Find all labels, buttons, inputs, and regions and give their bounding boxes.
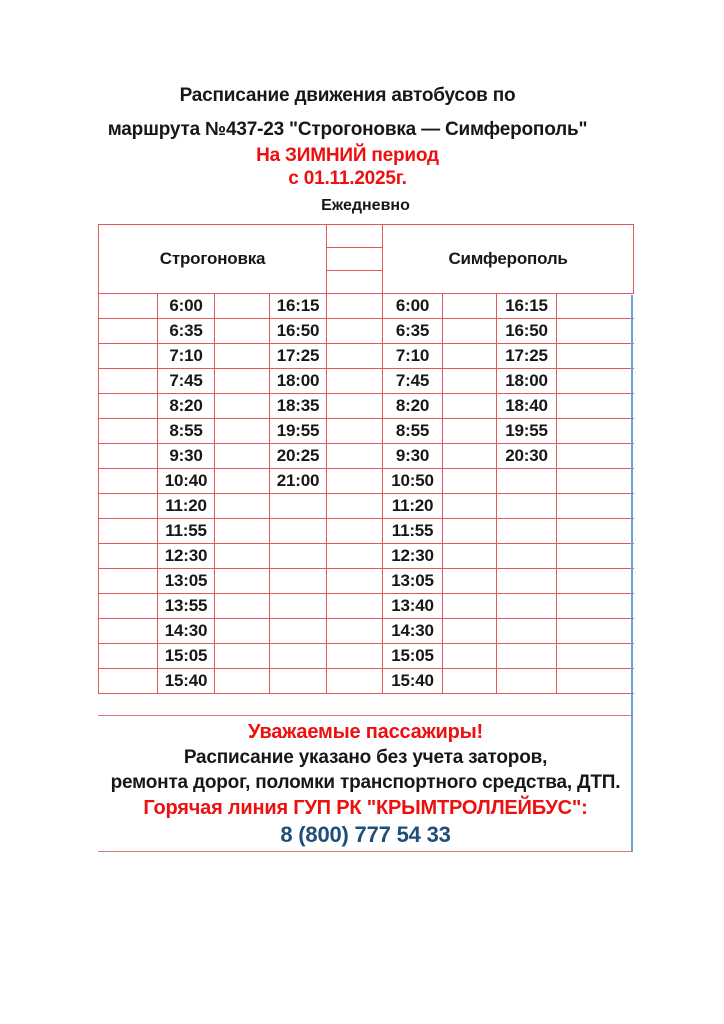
- daily-label: Ежедневно: [321, 197, 410, 214]
- arrival-time-cell: 8:55: [383, 419, 443, 444]
- spacer-cell: [215, 369, 270, 394]
- spacer-cell: [443, 544, 497, 569]
- spacer-cell: [557, 394, 634, 419]
- table-row: [99, 569, 634, 594]
- spacer-cell: [99, 394, 158, 419]
- middle-spacer-cell: [327, 394, 383, 419]
- table-row: [99, 419, 634, 444]
- spacer-cell: [99, 594, 158, 619]
- spacer-cell: [215, 619, 270, 644]
- spacer-cell: [99, 344, 158, 369]
- arrival-time-cell: 8:20: [383, 394, 443, 419]
- middle-spacer-cell: [327, 569, 383, 594]
- spacer-cell: [443, 494, 497, 519]
- spacer-cell: [99, 469, 158, 494]
- spacer-cell: [215, 669, 270, 694]
- middle-spacer-cell: [327, 444, 383, 469]
- table-row: [99, 619, 634, 644]
- arrival-time-cell: [497, 619, 557, 644]
- middle-spacer-cell: [327, 669, 383, 694]
- departure-time-cell: 9:30: [158, 444, 215, 469]
- departure-time-cell: 12:30: [158, 544, 215, 569]
- arrival-time-cell: 11:20: [383, 494, 443, 519]
- arrival-time-cell: [497, 544, 557, 569]
- spacer-cell: [443, 594, 497, 619]
- spacer-cell: [215, 294, 270, 319]
- departure-time-cell: [270, 619, 327, 644]
- spacer-cell: [443, 669, 497, 694]
- spacer-cell: [215, 494, 270, 519]
- arrival-time-cell: [497, 494, 557, 519]
- middle-spacer-cell: [327, 544, 383, 569]
- departure-time-cell: 7:45: [158, 369, 215, 394]
- departure-time-cell: 18:00: [270, 369, 327, 394]
- page-title-line2: маршрута №437-23 "Строгоновка — Симферополь": [107, 119, 588, 140]
- departure-time-cell: 11:20: [158, 494, 215, 519]
- notice-line1: Расписание указано без учета заторов,: [183, 747, 548, 768]
- departure-time-cell: [270, 569, 327, 594]
- spacer-cell: [557, 594, 634, 619]
- spacer-cell: [99, 644, 158, 669]
- departure-time-cell: [270, 644, 327, 669]
- spacer-cell: [443, 419, 497, 444]
- spacer-cell: [557, 319, 634, 344]
- spacer-cell: [215, 444, 270, 469]
- arrival-time-cell: 16:50: [497, 319, 557, 344]
- departure-time-cell: 16:15: [270, 294, 327, 319]
- spacer-cell: [99, 294, 158, 319]
- hotline-label: Горячая линия ГУП РК "КРЫМТРОЛЛЕЙБУС":: [143, 797, 588, 819]
- middle-spacer-cell: [327, 619, 383, 644]
- arrival-time-cell: 20:30: [497, 444, 557, 469]
- spacer-cell: [443, 369, 497, 394]
- spacer-cell: [215, 644, 270, 669]
- departure-time-cell: 8:55: [158, 419, 215, 444]
- spacer-cell: [215, 394, 270, 419]
- table-row: [99, 519, 634, 544]
- spacer-cell: [443, 469, 497, 494]
- arrival-time-cell: 17:25: [497, 344, 557, 369]
- departure-time-cell: 14:30: [158, 619, 215, 644]
- departure-time-cell: 21:00: [270, 469, 327, 494]
- spacer-cell: [99, 319, 158, 344]
- spacer-cell: [443, 394, 497, 419]
- effective-date-label: с 01.11.2025г.: [288, 168, 407, 189]
- middle-spacer-cell: [327, 469, 383, 494]
- middle-spacer-cell: [327, 644, 383, 669]
- spacer-cell: [215, 419, 270, 444]
- page-title-line1: Расписание движения автобусов по: [179, 85, 516, 106]
- departure-time-cell: 7:10: [158, 344, 215, 369]
- spacer-cell: [99, 569, 158, 594]
- spacer-cell: [215, 544, 270, 569]
- departure-time-cell: 16:50: [270, 319, 327, 344]
- middle-spacer-cell: [327, 319, 383, 344]
- departure-time-cell: [270, 519, 327, 544]
- departure-time-cell: [270, 544, 327, 569]
- spacer-cell: [215, 319, 270, 344]
- notice-heading: Уважаемые пассажиры!: [247, 721, 484, 743]
- spacer-cell: [557, 494, 634, 519]
- departure-time-cell: 13:05: [158, 569, 215, 594]
- spacer-cell: [557, 294, 634, 319]
- spacer-cell: [443, 619, 497, 644]
- departure-time-cell: 15:05: [158, 644, 215, 669]
- arrival-time-cell: 13:40: [383, 594, 443, 619]
- spacer-cell: [99, 669, 158, 694]
- spacer-cell: [99, 544, 158, 569]
- spacer-cell: [99, 419, 158, 444]
- header-middle-cell: [327, 248, 383, 271]
- middle-spacer-cell: [327, 344, 383, 369]
- table-row: [99, 444, 634, 469]
- spacer-cell: [557, 344, 634, 369]
- arrival-time-cell: 7:10: [383, 344, 443, 369]
- departure-city-header: Строгоновка: [99, 225, 327, 294]
- arrival-time-cell: 19:55: [497, 419, 557, 444]
- arrival-time-cell: [497, 469, 557, 494]
- departure-time-cell: [270, 669, 327, 694]
- departure-time-cell: [270, 594, 327, 619]
- table-row: [99, 344, 634, 369]
- arrival-time-cell: 13:05: [383, 569, 443, 594]
- arrival-time-cell: [497, 669, 557, 694]
- arrival-time-cell: 18:00: [497, 369, 557, 394]
- arrival-time-cell: 15:05: [383, 644, 443, 669]
- spacer-cell: [443, 569, 497, 594]
- arrival-city-header: Симферополь: [383, 225, 634, 294]
- arrival-time-cell: 15:40: [383, 669, 443, 694]
- departure-time-cell: 10:40: [158, 469, 215, 494]
- middle-spacer-cell: [327, 419, 383, 444]
- arrival-time-cell: 9:30: [383, 444, 443, 469]
- spacer-cell: [215, 569, 270, 594]
- arrival-time-cell: [497, 569, 557, 594]
- spacer-cell: [443, 344, 497, 369]
- spacer-cell: [443, 644, 497, 669]
- spacer-cell: [557, 619, 634, 644]
- table-row: [99, 669, 634, 694]
- notice-bottom-rule: [98, 851, 633, 852]
- season-period-label: На ЗИМНИЙ период: [256, 145, 439, 166]
- spacer-cell: [557, 519, 634, 544]
- departure-time-cell: 13:55: [158, 594, 215, 619]
- notice-line2: ремонта дорог, поломки транспортного средства, ДТП.: [110, 772, 621, 793]
- header-middle-cell: [327, 225, 383, 248]
- middle-spacer-cell: [327, 494, 383, 519]
- schedule-table: [98, 224, 634, 694]
- middle-spacer-cell: [327, 369, 383, 394]
- middle-spacer-cell: [327, 519, 383, 544]
- spacer-cell: [557, 369, 634, 394]
- arrival-time-cell: 11:55: [383, 519, 443, 544]
- table-row: [99, 544, 634, 569]
- spacer-cell: [215, 469, 270, 494]
- departure-time-cell: 18:35: [270, 394, 327, 419]
- spacer-cell: [443, 294, 497, 319]
- spacer-cell: [557, 644, 634, 669]
- passenger-notice: [88, 719, 643, 849]
- table-row: [99, 494, 634, 519]
- spacer-cell: [557, 444, 634, 469]
- arrival-time-cell: [497, 594, 557, 619]
- spacer-cell: [443, 519, 497, 544]
- table-row: [99, 369, 634, 394]
- arrival-time-cell: 12:30: [383, 544, 443, 569]
- spacer-cell: [99, 519, 158, 544]
- arrival-time-cell: 7:45: [383, 369, 443, 394]
- arrival-time-cell: 6:35: [383, 319, 443, 344]
- table-row: [99, 319, 634, 344]
- table-row: [99, 294, 634, 319]
- middle-spacer-cell: [327, 594, 383, 619]
- spacer-cell: [557, 569, 634, 594]
- departure-time-cell: 20:25: [270, 444, 327, 469]
- spacer-cell: [557, 669, 634, 694]
- spacer-cell: [99, 619, 158, 644]
- spacer-cell: [215, 344, 270, 369]
- spacer-cell: [557, 469, 634, 494]
- spacer-cell: [99, 494, 158, 519]
- departure-time-cell: 19:55: [270, 419, 327, 444]
- arrival-time-cell: [497, 644, 557, 669]
- arrival-time-cell: 16:15: [497, 294, 557, 319]
- spacer-cell: [99, 369, 158, 394]
- table-row: [99, 594, 634, 619]
- departure-time-cell: 6:00: [158, 294, 215, 319]
- arrival-time-cell: 14:30: [383, 619, 443, 644]
- departure-time-cell: 11:55: [158, 519, 215, 544]
- departure-time-cell: 6:35: [158, 319, 215, 344]
- departure-time-cell: 8:20: [158, 394, 215, 419]
- notice-top-rule: [98, 715, 633, 716]
- table-row: [99, 644, 634, 669]
- table-row: [99, 469, 634, 494]
- middle-spacer-cell: [327, 294, 383, 319]
- header-middle-cell: [327, 271, 383, 294]
- arrival-time-cell: 10:50: [383, 469, 443, 494]
- departure-time-cell: 15:40: [158, 669, 215, 694]
- spacer-cell: [557, 544, 634, 569]
- spacer-cell: [215, 594, 270, 619]
- hotline-phone-number: 8 (800) 777 54 33: [280, 822, 451, 847]
- spacer-cell: [443, 444, 497, 469]
- table-row: [99, 394, 634, 419]
- arrival-time-cell: [497, 519, 557, 544]
- spacer-cell: [443, 319, 497, 344]
- spacer-cell: [557, 419, 634, 444]
- arrival-time-cell: 18:40: [497, 394, 557, 419]
- departure-time-cell: 17:25: [270, 344, 327, 369]
- arrival-time-cell: 6:00: [383, 294, 443, 319]
- departure-time-cell: [270, 494, 327, 519]
- spacer-cell: [215, 519, 270, 544]
- spacer-cell: [99, 444, 158, 469]
